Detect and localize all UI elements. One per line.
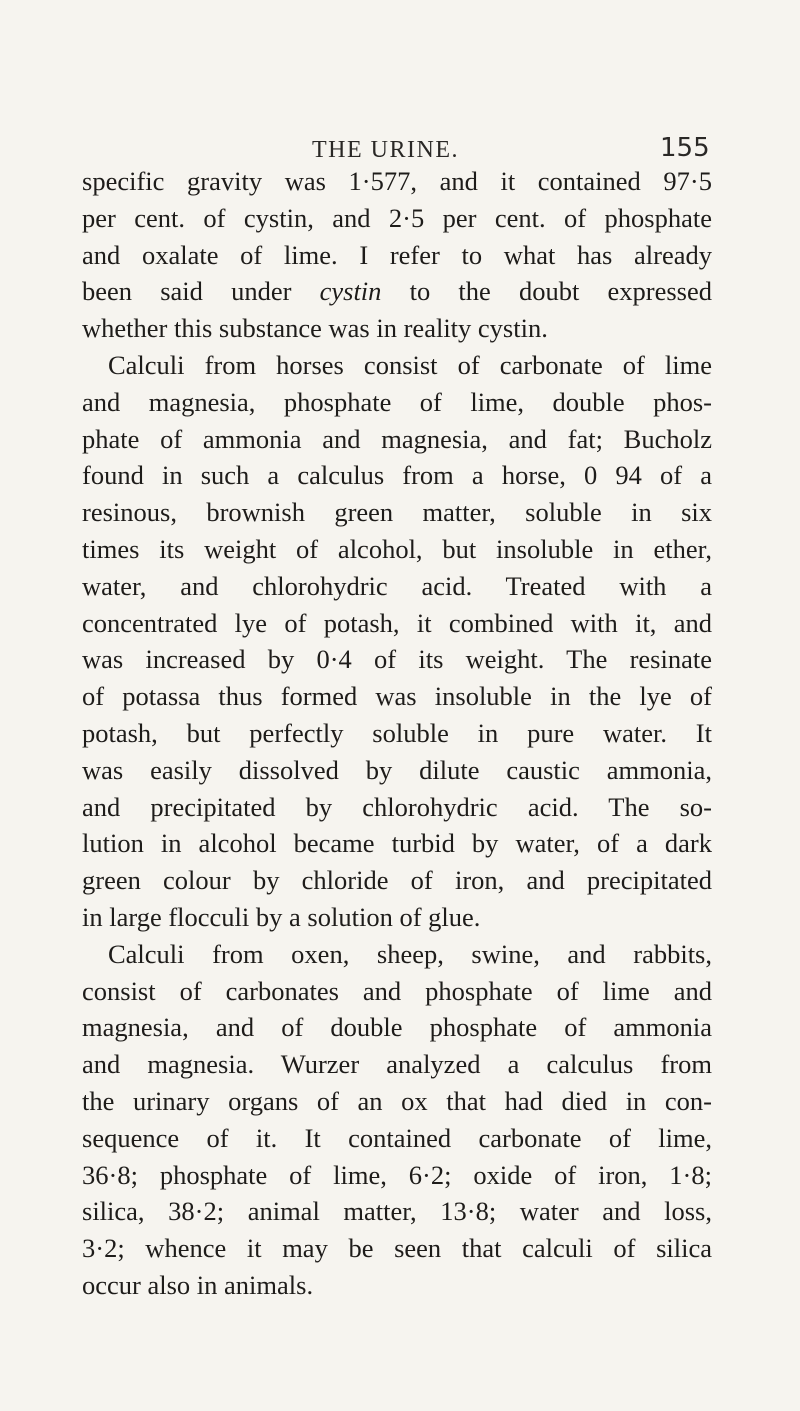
text-line: and magnesia. Wurzer analyzed a calculus from [82, 1049, 712, 1080]
text-line: found in such a calculus from a horse, 0 94 of a [82, 460, 712, 491]
text-line: resinous, brownish green matter, soluble in six [82, 497, 712, 528]
text-line [82, 273, 712, 310]
text-line: magnesia, and of double phosphate of ammonia [82, 1012, 712, 1043]
text-line: and magnesia, phosphate of lime, double phos- [82, 386, 712, 417]
text-line: 36·8; phosphate of lime, 6·2; oxide of iron, 1·8; [82, 1159, 712, 1190]
text-line: whether this substance was in reality cystin. [82, 313, 548, 344]
text-line: potash, but perfectly soluble in pure water. It [82, 717, 712, 748]
text-run: been said under [82, 276, 320, 307]
text-line: was increased by 0·4 of its weight. The resinate [82, 644, 712, 675]
text-line: per cent. of cystin, and 2·5 per cent. of phosphate [82, 202, 712, 233]
text-line: in large flocculi by a solution of glue. [82, 901, 481, 932]
text-line: water, and chlorohydric acid. Treated with a [82, 570, 712, 601]
text-line: concentrated lye of potash, it combined with it, and [82, 607, 712, 638]
text-line: and precipitated by chlorohydric acid. The so- [82, 791, 712, 822]
text-line: times its weight of alcohol, but insoluble in ether, [82, 533, 712, 564]
text-line: 3·2; whence it may be seen that calculi of silica [82, 1233, 712, 1264]
text-line: lution in alcohol became turbid by water, of a dark [82, 828, 712, 859]
running-head-title: THE URINE. [312, 137, 459, 163]
text-line: green colour by chloride of iron, and precipitated [82, 865, 712, 896]
text-line: of potassa thus formed was insoluble in the lye of [82, 681, 712, 712]
paragraph-start-line: Calculi from oxen, sheep, swine, and rabbits, [108, 938, 712, 969]
text-line: specific gravity was 1·577, and it contained 97·5 [82, 166, 712, 196]
text-line: silica, 38·2; animal matter, 13·8; water and loss, [82, 1196, 712, 1227]
text-line: was easily dissolved by dilute caustic ammonia, [82, 754, 712, 785]
text-line: occur also in animals. [82, 1269, 314, 1300]
text-line: consist of carbonates and phosphate of lime and [82, 975, 712, 1006]
text-line: the urinary organs of an ox that had died in con- [82, 1085, 712, 1116]
text-line: phate of ammonia and magnesia, and fat; Bucholz [82, 423, 712, 454]
italic-term: cystin [319, 276, 382, 307]
text-run: to the doubt expressed [381, 276, 712, 307]
page-number: 155 [660, 133, 710, 163]
text-line: and oxalate of lime. I refer to what has already [82, 239, 712, 270]
paragraph-start-line: Calculi from horses consist of carbonate of lime [108, 349, 712, 380]
body-text [82, 163, 712, 1304]
text-line: sequence of it. It contained carbonate of lime, [82, 1122, 712, 1153]
